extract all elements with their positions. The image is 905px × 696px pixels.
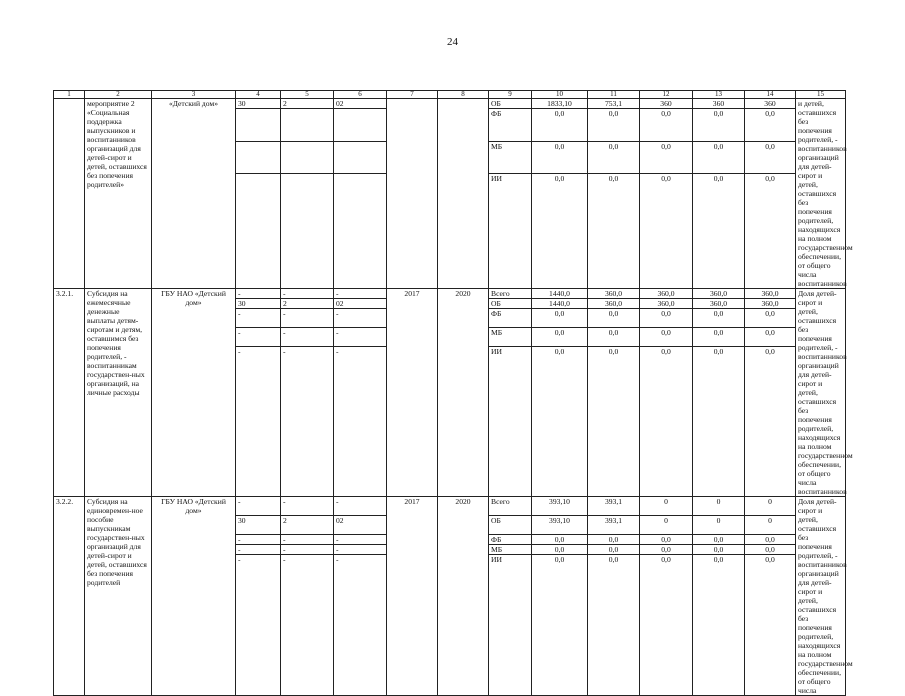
header-cell: 15 [796, 91, 846, 99]
value-cell: 360 [693, 99, 745, 109]
code-cell: - [334, 545, 387, 555]
value-cell: 360,0 [745, 289, 796, 299]
code-cell: 30 [236, 299, 281, 309]
code-cell: - [236, 545, 281, 555]
header-cell: 2 [85, 91, 152, 99]
code-cell [236, 109, 281, 142]
value-cell: 0,0 [640, 109, 693, 142]
header-cell: 3 [152, 91, 236, 99]
value-cell: 0 [745, 497, 796, 516]
indicator-cell: Доля детей-сирот и детей, оставшихся без попечения родителей, - воспитанников организаций для детей-сирот и детей, оставшихся без попечения родителей, находящихся на полном государственном обеспечении, от общего числа [796, 497, 846, 696]
value-cell: 0,0 [532, 141, 588, 174]
value-cell: 0,0 [693, 545, 745, 555]
code-cell: - [334, 497, 387, 516]
value-cell: 0,0 [532, 174, 588, 289]
value-cell: 0,0 [588, 535, 640, 545]
code-cell: 2 [281, 516, 334, 535]
value-cell: 360 [745, 99, 796, 109]
code-cell: - [236, 328, 281, 347]
measure-name-cell: мероприятие 2 «Социальная поддержка выпускников и воспитанников организаций для детей-сирот и детей, оставшихся без попечения родителей» [85, 99, 152, 289]
source-cell: Всего [489, 497, 532, 516]
code-cell: - [281, 309, 334, 328]
value-cell: 360,0 [588, 299, 640, 309]
code-cell: - [334, 309, 387, 328]
code-cell: - [281, 545, 334, 555]
code-cell: - [334, 289, 387, 299]
code-cell: - [281, 497, 334, 516]
value-cell: 0,0 [693, 109, 745, 142]
value-cell: 360 [640, 99, 693, 109]
code-cell: - [334, 535, 387, 545]
value-cell: 0,0 [745, 555, 796, 696]
value-cell: 0,0 [532, 545, 588, 555]
code-cell [334, 109, 387, 142]
value-cell: 0,0 [588, 347, 640, 497]
source-cell: Всего [489, 289, 532, 299]
code-cell [236, 174, 281, 289]
code-cell: 02 [334, 299, 387, 309]
code-cell: 02 [334, 516, 387, 535]
code-cell: 30 [236, 99, 281, 109]
start-year-cell: 2017 [387, 497, 438, 696]
value-cell: 360,0 [693, 289, 745, 299]
table-row [54, 497, 846, 516]
value-cell: 0,0 [745, 309, 796, 328]
value-cell: 0,0 [640, 309, 693, 328]
code-cell: - [236, 535, 281, 545]
header-cell: 9 [489, 91, 532, 99]
measure-name-cell: Субсидия на единовремен-ное пособие выпускникам государствен-ных организаций для детей-сирот и детей, оставшихся без попечения родителей [85, 497, 152, 696]
source-cell: МБ [489, 545, 532, 555]
code-cell: - [281, 555, 334, 696]
code-cell: 2 [281, 299, 334, 309]
value-cell: 0,0 [693, 309, 745, 328]
value-cell: 0 [745, 516, 796, 535]
value-cell: 0,0 [588, 109, 640, 142]
value-cell: 0,0 [532, 328, 588, 347]
value-cell: 0,0 [693, 555, 745, 696]
header-cell: 12 [640, 91, 693, 99]
value-cell: 0,0 [745, 174, 796, 289]
end-year-cell: 2020 [438, 289, 489, 497]
value-cell: 0,0 [588, 174, 640, 289]
source-cell: ФБ [489, 109, 532, 142]
code-cell: - [334, 328, 387, 347]
value-cell: 360,0 [693, 299, 745, 309]
value-cell: 1833,10 [532, 99, 588, 109]
source-cell: ИИ [489, 555, 532, 696]
program-table [53, 90, 853, 696]
value-cell: 0,0 [745, 535, 796, 545]
page-number: 24 [447, 36, 458, 48]
executor-cell: ГБУ НАО «Детский дом» [152, 497, 236, 696]
source-cell: ФБ [489, 309, 532, 328]
header-cell: 7 [387, 91, 438, 99]
code-cell: - [281, 347, 334, 497]
code-cell: 02 [334, 99, 387, 109]
value-cell: 393,1 [588, 497, 640, 516]
code-cell [281, 174, 334, 289]
source-cell: ОБ [489, 299, 532, 309]
indicator-cell: Доля детей-сирот и детей, оставшихся без попечения родителей, - воспитанников организаций для детей-сирот и детей, оставшихся без попечения родителей, находящихся на полном государственном обеспечении, от общего числа воспитанников [796, 289, 846, 497]
header-cell: 8 [438, 91, 489, 99]
value-cell: 0,0 [588, 555, 640, 696]
code-cell: - [236, 309, 281, 328]
header-cell: 13 [693, 91, 745, 99]
value-cell: 0,0 [532, 555, 588, 696]
value-cell: 1440,0 [532, 289, 588, 299]
value-cell: 0,0 [588, 545, 640, 555]
value-cell: 393,10 [532, 516, 588, 535]
row-number-cell: 3.2.2. [54, 497, 85, 696]
value-cell: 0,0 [640, 328, 693, 347]
code-cell [281, 109, 334, 142]
table-row [54, 289, 846, 299]
value-cell: 393,1 [588, 516, 640, 535]
value-cell: 0,0 [745, 109, 796, 142]
value-cell: 0,0 [745, 545, 796, 555]
source-cell: ИИ [489, 174, 532, 289]
value-cell: 0 [640, 516, 693, 535]
value-cell: 0,0 [640, 555, 693, 696]
code-cell: - [236, 289, 281, 299]
row-number-cell [54, 99, 85, 289]
code-cell: - [281, 289, 334, 299]
indicator-cell: и детей, оставшихся без попечения родителей, - воспитанников организаций для детей-сирот и детей, оставшихся без попечения родителей, находящихся на полном государственном обеспечении, от общего числа воспитанников [796, 99, 846, 289]
header-row [54, 91, 846, 99]
code-cell [334, 141, 387, 174]
end-year-cell: 2020 [438, 497, 489, 696]
header-cell: 1 [54, 91, 85, 99]
value-cell: 0,0 [532, 309, 588, 328]
header-cell: 4 [236, 91, 281, 99]
value-cell: 0,0 [693, 347, 745, 497]
value-cell: 0,0 [745, 141, 796, 174]
value-cell: 0,0 [640, 174, 693, 289]
header-cell: 5 [281, 91, 334, 99]
value-cell: 0,0 [588, 141, 640, 174]
code-cell: - [236, 497, 281, 516]
value-cell: 753,1 [588, 99, 640, 109]
row-number-cell: 3.2.1. [54, 289, 85, 497]
source-cell: ОБ [489, 516, 532, 535]
code-cell: - [236, 347, 281, 497]
value-cell: 0,0 [640, 141, 693, 174]
value-cell: 0 [693, 516, 745, 535]
header-cell: 11 [588, 91, 640, 99]
value-cell: 360,0 [588, 289, 640, 299]
code-cell: - [334, 555, 387, 696]
table-row [54, 99, 846, 109]
value-cell: 0,0 [532, 535, 588, 545]
value-cell: 360,0 [640, 299, 693, 309]
value-cell: 1440,0 [532, 299, 588, 309]
code-cell: - [281, 328, 334, 347]
value-cell: 0,0 [588, 328, 640, 347]
start-year-cell: 2017 [387, 289, 438, 497]
executor-cell: «Детский дом» [152, 99, 236, 289]
header-cell: 10 [532, 91, 588, 99]
code-cell: 2 [281, 99, 334, 109]
value-cell: 0,0 [693, 535, 745, 545]
source-cell: МБ [489, 141, 532, 174]
source-cell: МБ [489, 328, 532, 347]
value-cell: 0,0 [745, 328, 796, 347]
value-cell: 0,0 [745, 347, 796, 497]
value-cell: 0,0 [588, 309, 640, 328]
code-cell: 30 [236, 516, 281, 535]
value-cell: 0 [640, 497, 693, 516]
value-cell: 360,0 [745, 299, 796, 309]
code-cell [281, 141, 334, 174]
source-cell: ОБ [489, 99, 532, 109]
code-cell [236, 141, 281, 174]
measure-name-cell: Субсидия на ежемесячные денежные выплаты детям-сиротам и детям, оставшимся без попечения родителей, - воспитанникам государствен-ных организаций, на личные расходы [85, 289, 152, 497]
code-cell [334, 174, 387, 289]
value-cell: 0 [693, 497, 745, 516]
value-cell: 0,0 [640, 347, 693, 497]
executor-cell: ГБУ НАО «Детский дом» [152, 289, 236, 497]
value-cell: 393,10 [532, 497, 588, 516]
value-cell: 0,0 [693, 174, 745, 289]
start-year-cell [387, 99, 438, 289]
source-cell: ФБ [489, 535, 532, 545]
value-cell: 0,0 [532, 109, 588, 142]
source-cell: ИИ [489, 347, 532, 497]
value-cell: 0,0 [640, 535, 693, 545]
code-cell: - [334, 347, 387, 497]
value-cell: 0,0 [693, 141, 745, 174]
header-cell: 6 [334, 91, 387, 99]
value-cell: 0,0 [640, 545, 693, 555]
code-cell: - [236, 555, 281, 696]
end-year-cell [438, 99, 489, 289]
value-cell: 360,0 [640, 289, 693, 299]
header-cell: 14 [745, 91, 796, 99]
code-cell: - [281, 535, 334, 545]
value-cell: 0,0 [693, 328, 745, 347]
value-cell: 0,0 [532, 347, 588, 497]
